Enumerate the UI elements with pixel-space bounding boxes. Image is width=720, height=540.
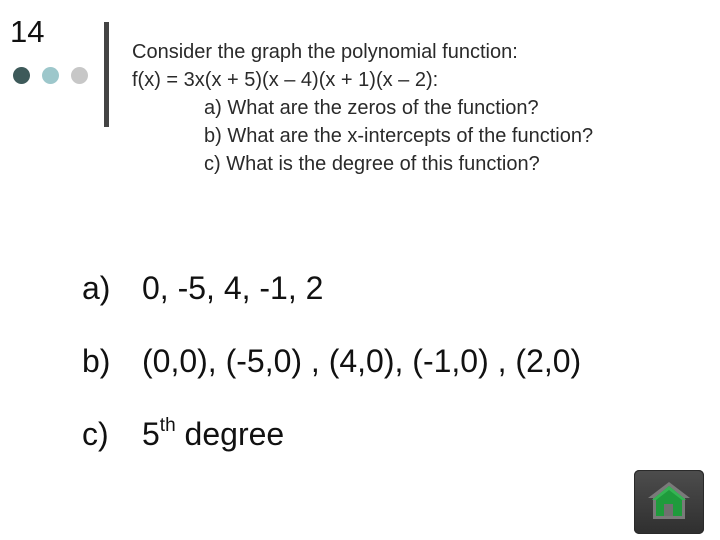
question-part-b: b) What are the x-intercepts of the function?: [204, 125, 594, 147]
decorative-dot-dark: [13, 67, 30, 84]
answer-c-suffix: degree: [175, 416, 285, 452]
question-part-c: c) What is the degree of this function?: [204, 153, 540, 175]
question-part-a: a) What are the zeros of the function?: [204, 97, 539, 119]
answer-c: [82, 416, 284, 453]
decorative-dot-gray: [71, 67, 88, 84]
home-icon: [634, 470, 704, 534]
answer-a-label: a): [82, 270, 111, 306]
answer-b-text: (0,0), (-5,0) , (4,0), (-1,0) , (2,0): [142, 343, 582, 379]
answer-c-value: 5: [142, 416, 160, 452]
home-button[interactable]: [634, 470, 704, 534]
decorative-dot-teal: [42, 67, 59, 84]
slide-number: 14: [10, 14, 45, 49]
vertical-divider: [104, 22, 109, 127]
answer-c-label: c): [82, 416, 109, 452]
answer-a: [82, 270, 323, 307]
answer-a-text: 0, -5, 4, -1, 2: [142, 270, 324, 306]
answer-b: [82, 343, 581, 380]
answer-b-label: b): [82, 343, 111, 379]
function-definition: f(x) = 3x(x + 5)(x – 4)(x + 1)(x – 2):: [132, 69, 439, 91]
question-intro: Consider the graph the polynomial function:: [132, 41, 518, 63]
question-block: [132, 38, 593, 178]
answer-c-superscript: th: [159, 415, 176, 436]
